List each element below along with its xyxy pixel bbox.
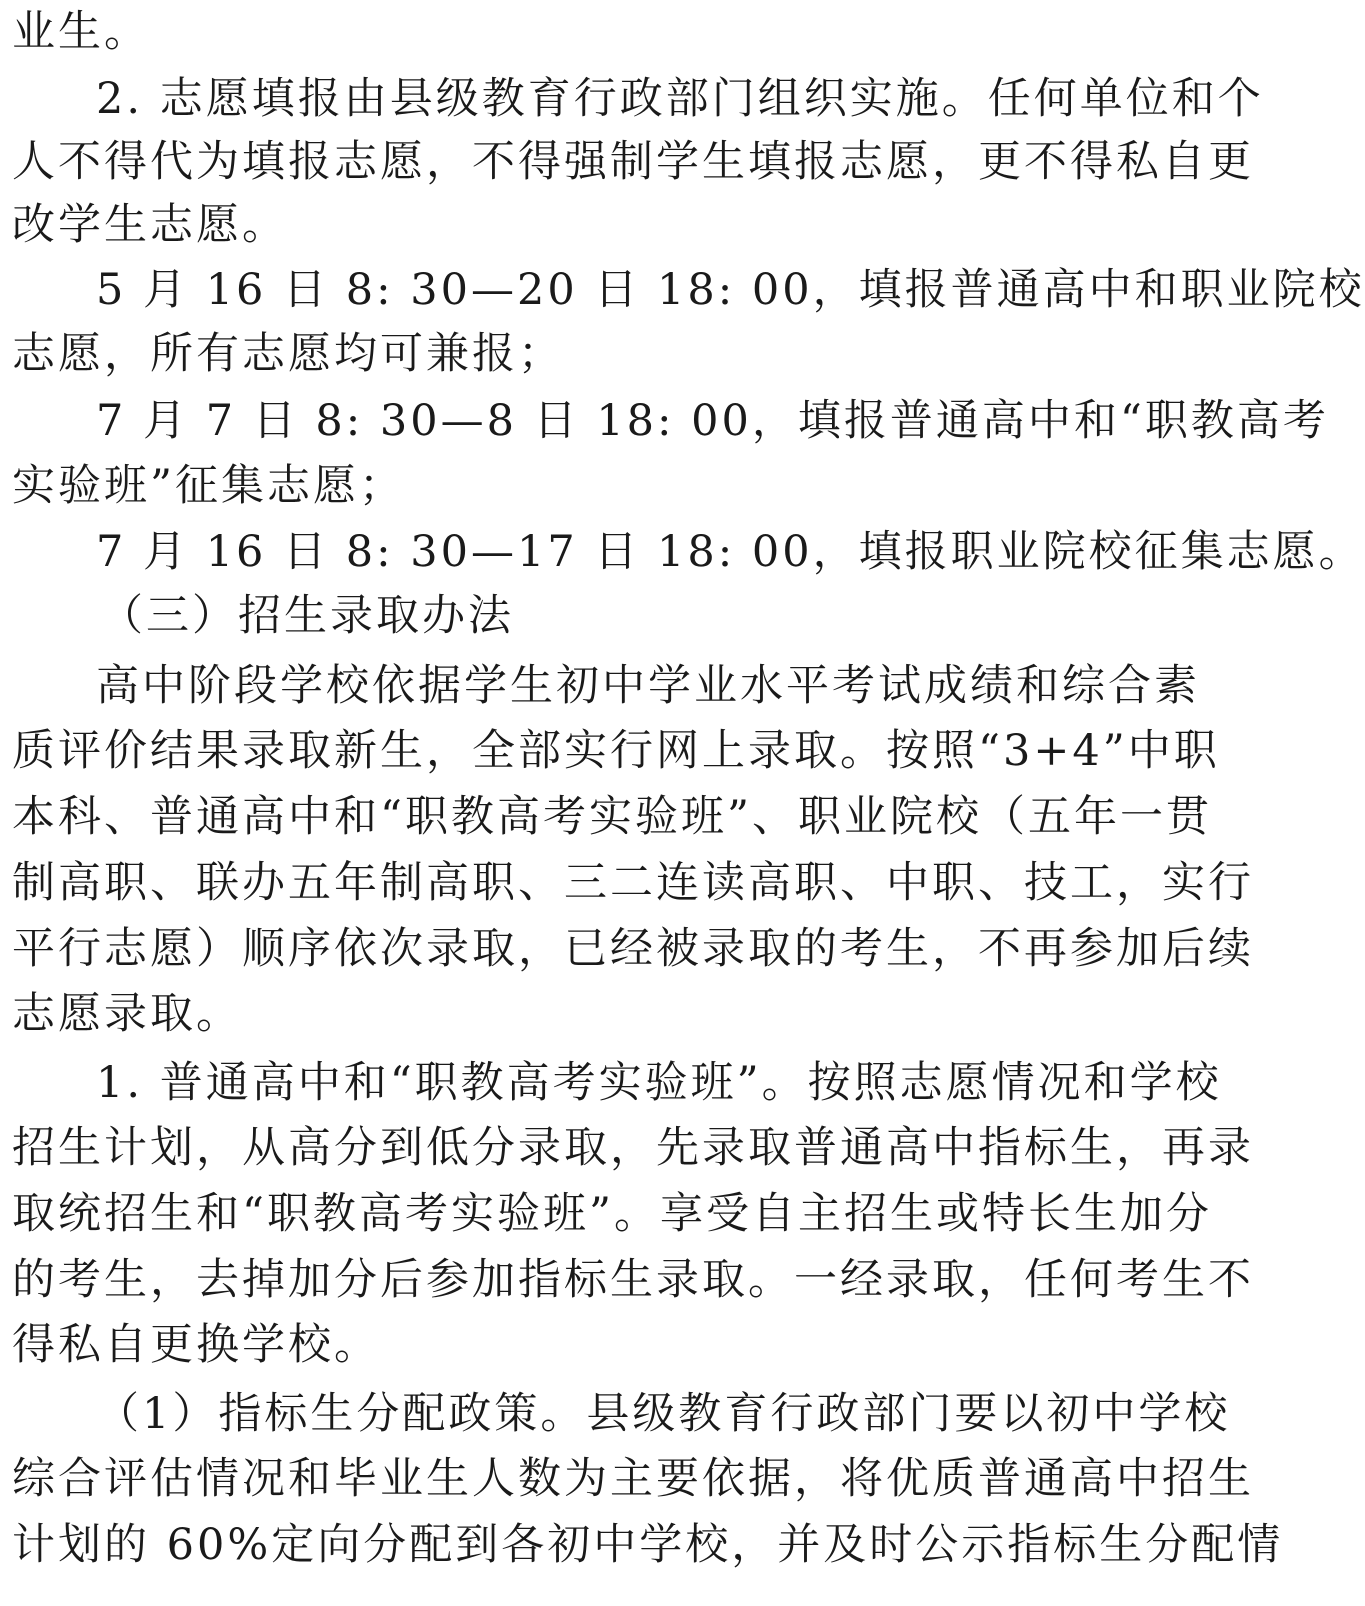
section-heading: （三）招生录取办法 — [100, 591, 514, 641]
text-line: 志愿录取。 — [12, 989, 242, 1039]
text-line: 招生计划，从高分到低分录取，先录取普通高中指标生，再录 — [12, 1123, 1254, 1173]
text-line: 2. 志愿填报由县级教育行政部门组织实施。任何单位和个 — [96, 74, 1264, 124]
text-line: 1. 普通高中和“职教高考实验班”。按照志愿情况和学校 — [96, 1058, 1222, 1108]
text-line: 业生。 — [12, 7, 150, 57]
text-line: 人不得代为填报志愿，不得强制学生填报志愿，更不得私自更 — [12, 137, 1254, 187]
text-line: 得私自更换学校。 — [12, 1320, 380, 1370]
text-line: 计划的 60%定向分配到各初中学校，并及时公示指标生分配情 — [12, 1520, 1284, 1570]
text-line: （1）指标生分配政策。县级教育行政部门要以初中学校 — [96, 1389, 1231, 1439]
text-line: 5 月 16 日 8: 30—20 日 18: 00，填报普通高中和职业院校 — [96, 265, 1365, 315]
text-line: 改学生志愿。 — [12, 200, 288, 250]
text-line: 综合评估情况和毕业生人数为主要依据，将优质普通高中招生 — [12, 1454, 1254, 1504]
text-line: 7 月 16 日 8: 30—17 日 18: 00，填报职业院校征集志愿。 — [96, 527, 1365, 577]
text-line: 质评价结果录取新生，全部实行网上录取。按照“3+4”中职 — [12, 726, 1220, 776]
text-line: 本科、普通高中和“职教高考实验班”、职业院校（五年一贯 — [12, 792, 1212, 842]
text-line: 实验班”征集志愿； — [12, 461, 405, 511]
text-line: 7 月 7 日 8: 30—8 日 18: 00，填报普通高中和“职教高考 — [96, 396, 1329, 446]
text-line: 高中阶段学校依据学生初中学业水平考试成绩和综合素 — [96, 661, 1200, 711]
text-line: 制高职、联办五年制高职、三二连读高职、中职、技工，实行 — [12, 858, 1254, 908]
text-line: 的考生，去掉加分后参加指标生录取。一经录取，任何考生不 — [12, 1255, 1254, 1305]
text-line: 取统招生和“职教高考实验班”。享受自主招生或特长生加分 — [12, 1189, 1212, 1239]
text-line: 志愿，所有志愿均可兼报； — [12, 329, 564, 379]
text-line: 平行志愿）顺序依次录取，已经被录取的考生，不再参加后续 — [12, 924, 1254, 974]
